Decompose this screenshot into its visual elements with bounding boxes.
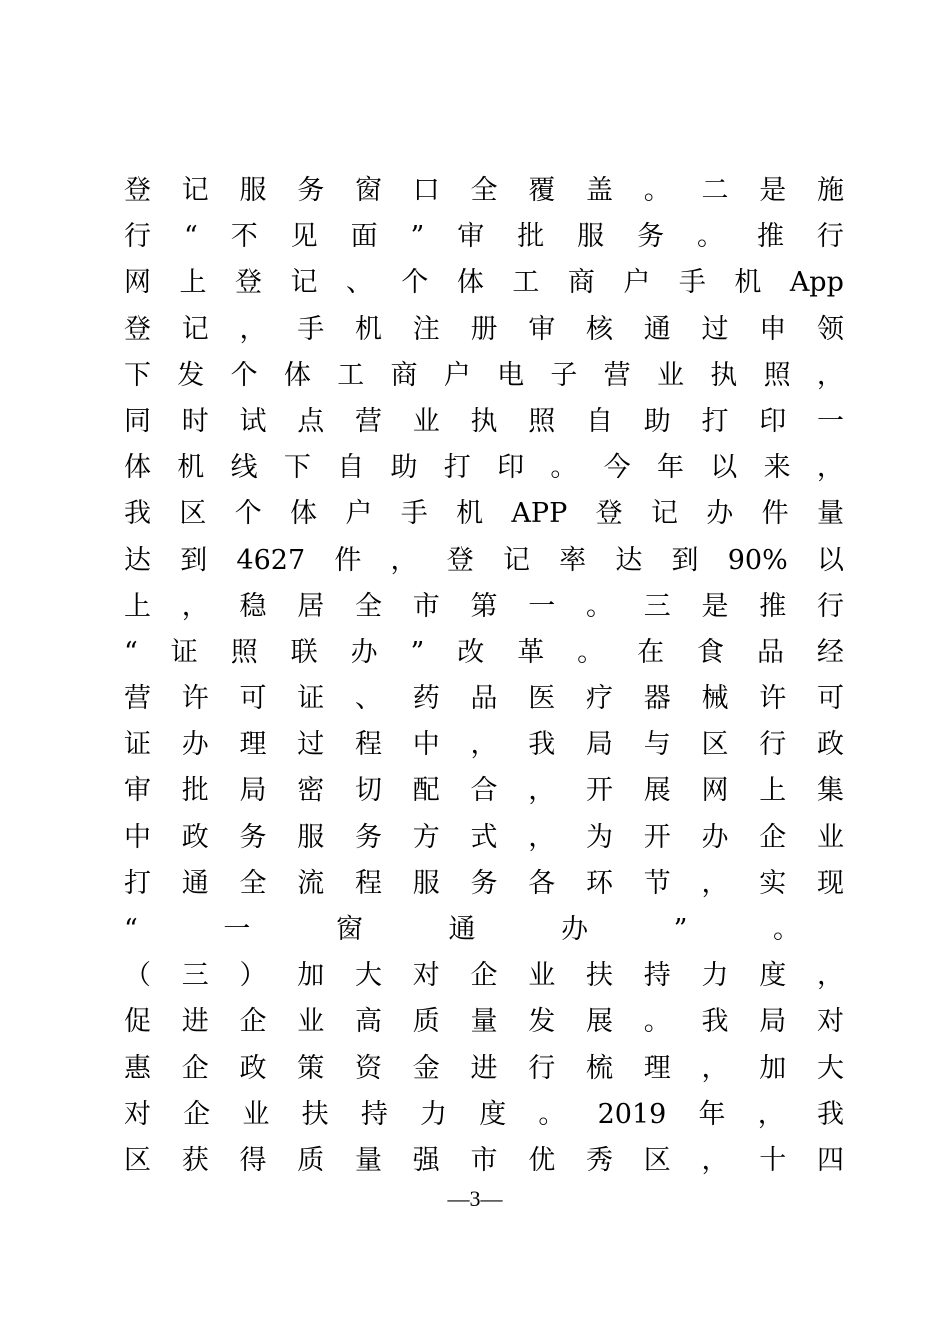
document-body [124,168,844,1184]
text-line: 登 记 服 务 窗 口 全 覆 盖 。 二 是 施 [124,175,844,206]
text-line: 行 “ 不 见 面 ” 审 批 服 务 。 推 行 [124,221,844,253]
text-line: 网 上 登 记 、 个 体 工 商 户 手 机 App [124,267,844,299]
text-line: “ 一 窗 通 办 ” 。 [124,914,800,945]
text-line: 营 许 可 证 、 药 品 医 疗 器 械 许 可 [124,683,844,715]
text-line: 下 发 个 体 工 商 户 电 子 营 业 执 照 ， [124,359,844,391]
text-line: 登 记 ， 手 机 注 册 审 核 通 过 申 领 [124,313,844,345]
text-line: 体 机 线 下 自 助 打 印 。 今 年 以 来 ， [124,452,844,484]
text-line: 上 ， 稳 居 全 市 第 一 。 三 是 推 行 [124,590,844,622]
text-line: 中 政 务 服 务 方 式 ， 为 开 办 企 业 [124,821,844,853]
text-line: 证 办 理 过 程 中 ， 我 局 与 区 行 政 [124,729,844,761]
text-line: 惠 企 政 策 资 金 进 行 梳 理 ， 加 大 [124,1052,844,1084]
text-line: （ 三 ） 加 大 对 企 业 扶 持 力 度 ， [124,960,844,992]
text-line: 同 时 试 点 营 业 执 照 自 助 打 印 一 [124,405,844,437]
page-number: —3— [447,1186,503,1211]
text-line: 我 区 个 体 户 手 机 APP 登 记 办 件 量 [124,498,844,530]
text-line: 审 批 局 密 切 配 合 ， 开 展 网 上 集 [124,775,844,807]
text-line: “ 证 照 联 办 ” 改 革 。 在 食 品 经 [124,636,844,668]
text-line: 达 到 4627 件 ， 登 记 率 达 到 90% 以 [124,544,844,576]
text-line: 区 获 得 质 量 强 市 优 秀 区 ， 十 四 [124,1144,844,1176]
text-line: 促 进 企 业 高 质 量 发 展 。 我 局 对 [124,1006,844,1038]
text-line: 打 通 全 流 程 服 务 各 环 节 ， 实 现 [124,867,844,899]
text-line: 对 企 业 扶 持 力 度 。 2019 年 ， 我 [124,1098,844,1130]
